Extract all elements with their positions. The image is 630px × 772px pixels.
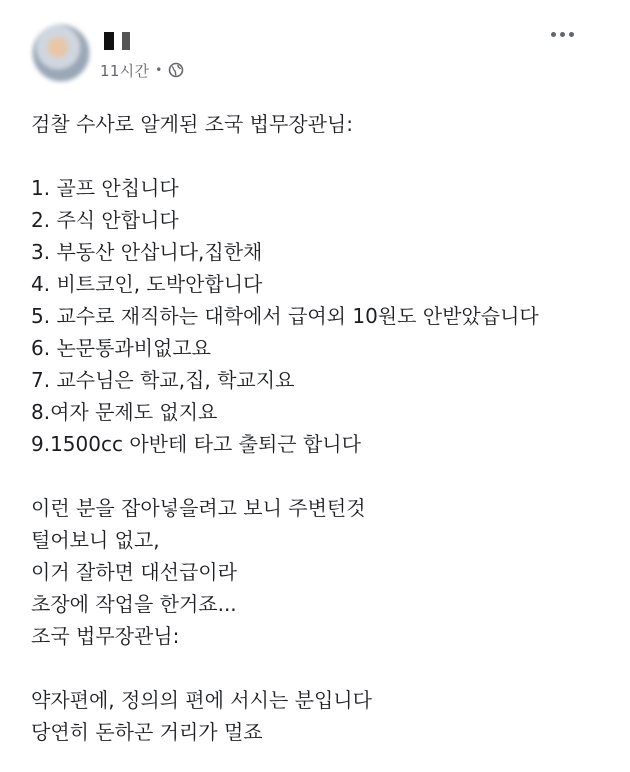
avatar[interactable] [32, 24, 90, 82]
post-text-line: 당연히 돈하곤 거리가 멀죠 [31, 720, 263, 744]
post-timestamp[interactable]: 11시간 [100, 61, 150, 80]
post-text-line: 4. 비트코인, 도박안합니다 [31, 272, 263, 296]
post-text-line: 9.1500cc 아반테 타고 출퇴근 합니다 [31, 432, 361, 456]
post-text-line: 이거 잘하면 대선급이라 [31, 560, 237, 584]
post-text-line: 약자편에, 정의의 편에 서시는 분입니다 [31, 688, 372, 712]
post-text-line: 초장에 작업을 한거죠... [31, 592, 237, 616]
blank-line [31, 460, 606, 492]
redaction-block [104, 32, 114, 50]
dot-icon [551, 32, 556, 37]
dot-icon [560, 32, 565, 37]
post-text-line: 6. 논문통과비없고요 [31, 336, 211, 360]
redaction-block [122, 32, 130, 50]
post-text-line: 3. 부동산 안삽니다,집한채 [31, 240, 263, 264]
dot-icon [569, 32, 574, 37]
post-text-line: 5. 교수로 재직하는 대학에서 급여외 10원도 안받았습니다 [31, 304, 539, 328]
post-meta [100, 60, 184, 80]
author-name-redacted[interactable] [104, 30, 130, 52]
post-text-line: 조국 법무장관님: [31, 624, 180, 648]
post-text-line: 7. 교수님은 학교,집, 학교지요 [31, 368, 295, 392]
more-options-icon[interactable] [546, 22, 578, 46]
post-text-line: 검찰 수사로 알게된 조국 법무장관님: [31, 112, 353, 136]
meta-separator: • [155, 63, 163, 77]
post-text-line: 8.여자 문제도 없지요 [31, 400, 218, 424]
post-text-line: 2. 주식 안합니다 [31, 208, 179, 232]
post-text-line: 이런 분을 잡아넣을려고 보니 주변턴것 [31, 496, 366, 520]
post-text-line: 1. 골프 안칩니다 [31, 176, 179, 200]
post-text-line: 털어보니 없고, [31, 528, 160, 552]
blank-line [31, 652, 606, 684]
post-body [31, 108, 606, 748]
blank-line [31, 140, 606, 172]
globe-icon[interactable] [168, 62, 184, 78]
